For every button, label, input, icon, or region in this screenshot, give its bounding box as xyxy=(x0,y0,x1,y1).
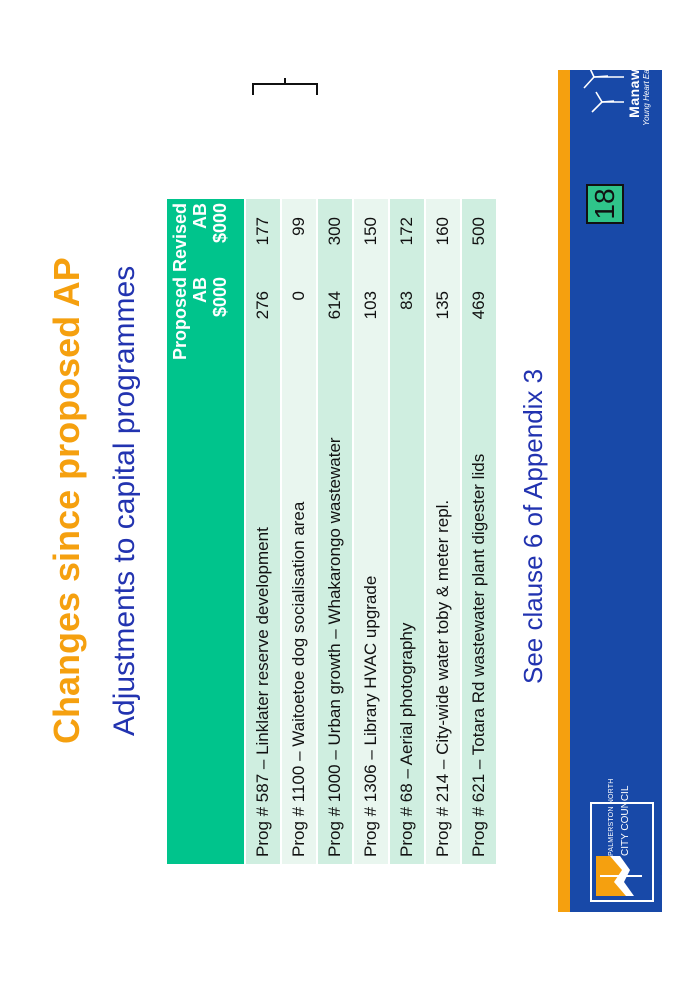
revised-value: 172 xyxy=(389,199,425,273)
programme-label: Prog # 1000 – Urban growth – Whakarongo wastewater xyxy=(317,360,353,864)
programme-label: Prog # 587 – Linklater reserve development xyxy=(245,360,281,864)
footer-stripe xyxy=(558,70,570,912)
proposed-value: 0 xyxy=(281,273,317,360)
footer-bar xyxy=(558,38,662,912)
proposed-value: 469 xyxy=(461,273,496,360)
manawatu-logo-tagline: Young Heart Easy Living xyxy=(642,38,651,126)
slide-title: Changes since proposed AP xyxy=(46,257,87,744)
council-logo xyxy=(590,778,654,902)
table-header-row xyxy=(167,199,245,864)
programme-label: Prog # 68 – Aerial photography xyxy=(389,360,425,864)
revised-value: 99 xyxy=(281,199,317,273)
programme-label: Prog # 621 – Totara Rd wastewater plant digester lids xyxy=(461,360,496,864)
revised-value: 500 xyxy=(461,199,496,273)
header-proposed: Proposed AB $000 xyxy=(167,273,245,360)
revised-value: 177 xyxy=(245,199,281,273)
header-revised: Revised AB $000 xyxy=(167,199,245,273)
manawatu-logo-name: Manawatu xyxy=(626,46,642,118)
header-programme xyxy=(167,360,245,864)
proposed-value: 135 xyxy=(425,273,461,360)
programme-label: Prog # 214 – City-wide water toby & meter repl. xyxy=(425,360,461,864)
programme-label: Prog # 1306 – Library HVAC upgrade xyxy=(353,360,389,864)
table-row xyxy=(389,199,425,864)
table-row xyxy=(353,199,389,864)
slide-subtitle: Adjustments to capital programmes xyxy=(108,265,141,736)
manawatu-logo xyxy=(580,32,656,132)
table-row xyxy=(245,199,281,864)
council-logo-line1: PALMERSTON NORTH xyxy=(608,778,615,856)
revised-value: 160 xyxy=(425,199,461,273)
revised-value: 150 xyxy=(353,199,389,273)
wind-turbines-icon xyxy=(580,32,626,132)
council-logo-line2: CITY COUNCIL xyxy=(620,785,631,856)
page-number: 18 xyxy=(586,184,624,224)
proposed-value: 614 xyxy=(317,273,353,360)
table-row xyxy=(425,199,461,864)
table-row xyxy=(281,199,317,864)
proposed-value: 103 xyxy=(353,273,389,360)
proposed-value: 83 xyxy=(389,273,425,360)
table-row xyxy=(461,199,496,864)
revised-value: 300 xyxy=(317,199,353,273)
capital-programmes-table xyxy=(167,199,496,864)
programme-label: Prog # 1100 – Waitoetoe dog socialisation area xyxy=(281,360,317,864)
proposed-value: 276 xyxy=(245,273,281,360)
bracket-mark xyxy=(252,83,318,95)
table-row xyxy=(317,199,353,864)
appendix-note: See clause 6 of Appendix 3 xyxy=(518,368,548,684)
council-emblem-icon xyxy=(596,856,646,896)
